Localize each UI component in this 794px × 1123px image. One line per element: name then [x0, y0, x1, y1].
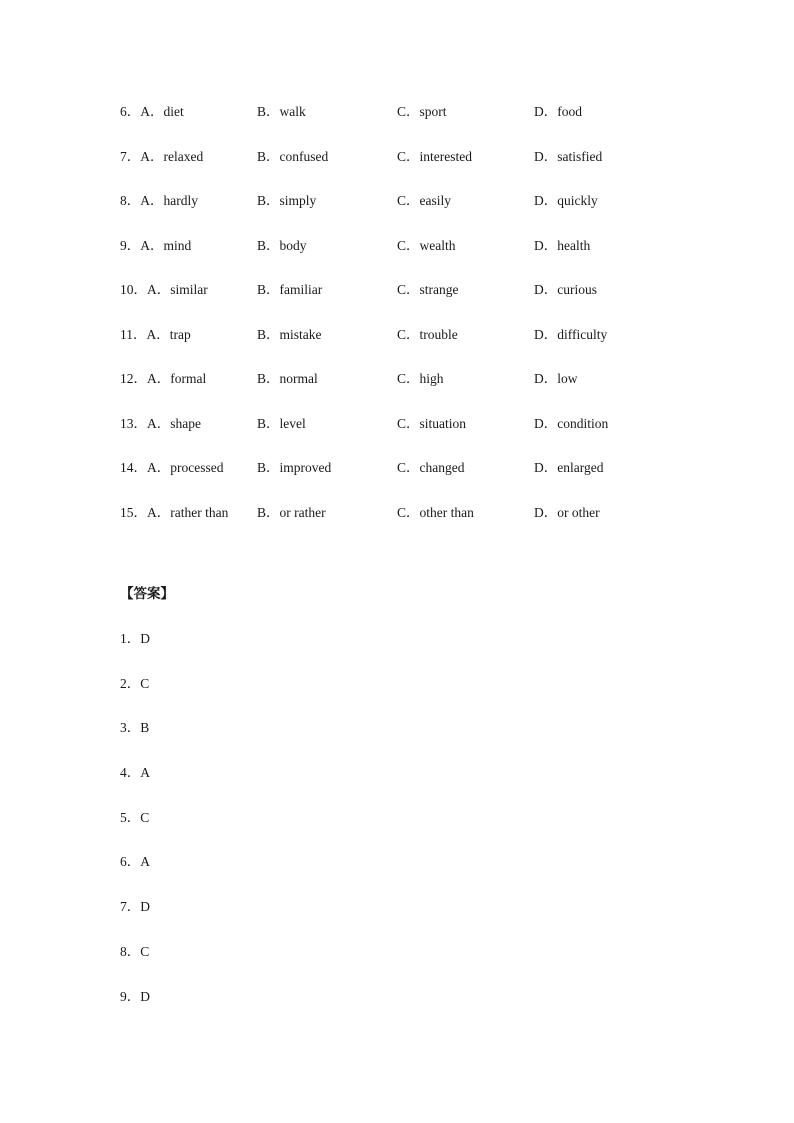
option-b: B．level — [257, 415, 306, 431]
option-c: C．changed — [397, 460, 465, 475]
option-c: C．wealth — [397, 237, 456, 253]
option-c: C．sport — [397, 104, 447, 119]
option-b: B．normal — [257, 371, 318, 386]
answer-item: 2．C — [120, 675, 150, 691]
option-d: D．satisfied — [534, 148, 603, 164]
option-c: C．easily — [397, 193, 451, 208]
option-d: D．food — [534, 104, 582, 119]
option-b: B．mistake — [257, 326, 322, 342]
option-a: 6．A．diet — [120, 104, 184, 119]
option-a: 10．A．similar — [120, 282, 208, 297]
answer-item: 6．A — [120, 854, 150, 870]
option-a: 15．A．rather than — [120, 504, 229, 520]
question-row — [120, 502, 740, 547]
option-c: C．trouble — [397, 326, 458, 342]
option-a: 14．A．processed — [120, 460, 224, 475]
question-row — [120, 190, 740, 235]
option-c: C．strange — [397, 282, 459, 297]
option-b: B．improved — [257, 460, 332, 475]
question-row — [120, 101, 740, 146]
option-a: 12．A．formal — [120, 371, 207, 386]
option-d: D．quickly — [534, 193, 598, 208]
answer-item: 5．C — [120, 809, 150, 825]
option-c: C．high — [397, 371, 444, 386]
question-row — [120, 146, 740, 191]
question-row — [120, 235, 740, 280]
option-b: B．simply — [257, 193, 317, 208]
question-row — [120, 368, 740, 413]
answer-item: 7．D — [120, 899, 150, 915]
option-b: B．body — [257, 237, 307, 253]
option-b: B．walk — [257, 104, 306, 119]
option-a: 7．A．relaxed — [120, 148, 204, 164]
question-options-list — [120, 101, 740, 546]
answer-item: 8．C — [120, 943, 150, 959]
option-d: D．condition — [534, 415, 609, 431]
option-d: D．or other — [534, 504, 600, 520]
question-row — [120, 457, 740, 502]
option-c: C．other than — [397, 504, 474, 520]
option-c: C．situation — [397, 415, 467, 431]
answer-item: 4．A — [120, 765, 150, 781]
answers-heading: 【答案】 — [120, 586, 174, 602]
option-a: 11．A．trap — [120, 326, 191, 342]
option-d: D．curious — [534, 282, 597, 297]
answer-item: 1．D — [120, 631, 150, 646]
question-row — [120, 279, 740, 324]
option-d: D．low — [534, 371, 578, 386]
option-d: D．health — [534, 237, 591, 253]
option-b: B．confused — [257, 148, 329, 164]
option-d: D．enlarged — [534, 460, 604, 475]
option-d: D．difficulty — [534, 326, 608, 342]
option-a: 13．A．shape — [120, 415, 201, 431]
answer-list — [120, 628, 150, 1030]
option-a: 9．A．mind — [120, 237, 192, 253]
answer-item: 9．D — [120, 988, 150, 1004]
option-c: C．interested — [397, 148, 472, 164]
option-b: B．familiar — [257, 282, 323, 297]
option-a: 8．A．hardly — [120, 193, 198, 208]
question-row — [120, 324, 740, 369]
option-b: B．or rather — [257, 504, 326, 520]
answer-item: 3．B — [120, 720, 150, 736]
question-row — [120, 413, 740, 458]
